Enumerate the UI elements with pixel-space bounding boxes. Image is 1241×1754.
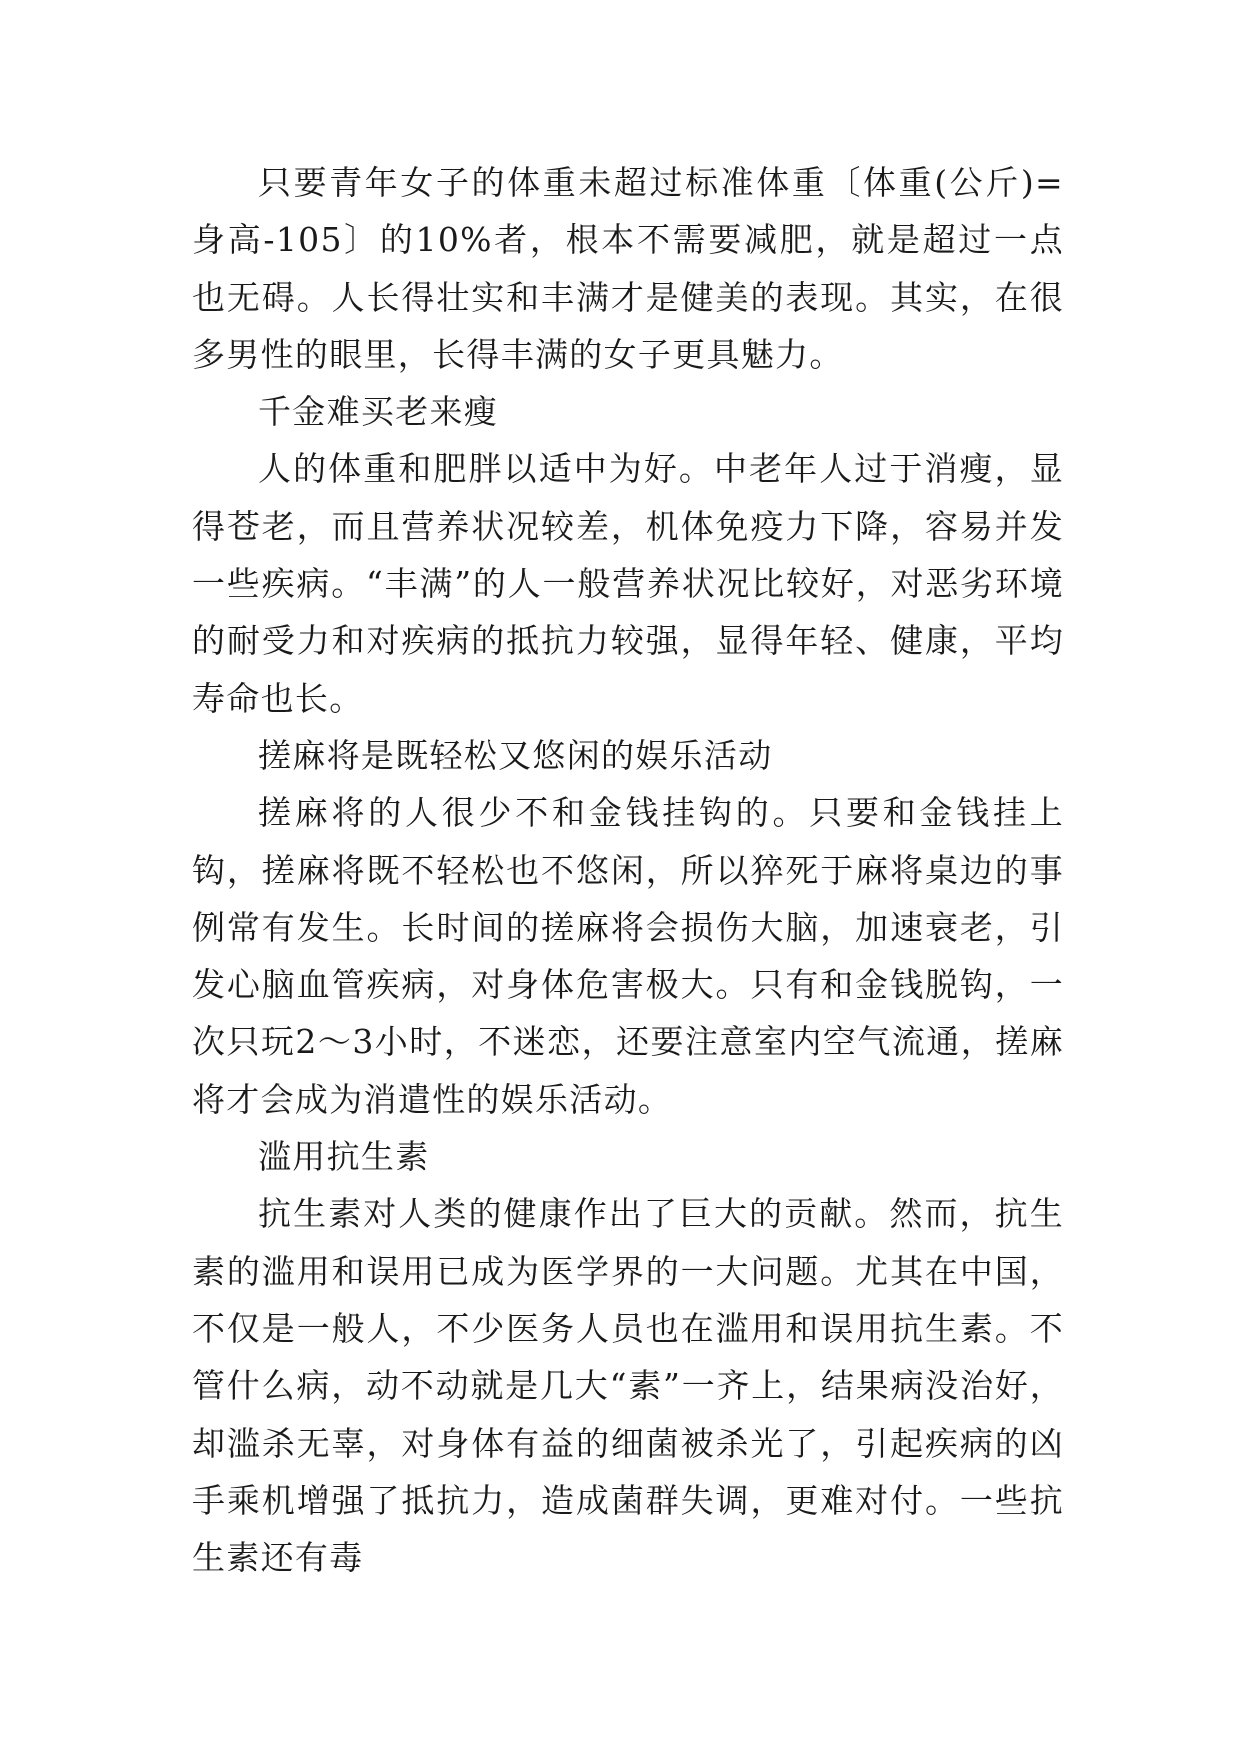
- paragraph-body: 只要青年女子的体重未超过标准体重〔体重(公斤)=身高-105〕的10%者，根本不需要减肥，就是超过一点也无碍。人长得壮实和丰满才是健美的表现。其实，在很多男性的眼里，长得丰满的女子更具魅力。: [192, 163, 1064, 374]
- paragraph-body: 搓麻将的人很少不和金钱挂钩的。只要和金钱挂上钩，搓麻将既不轻松也不悠闲，所以猝死于麻将桌边的事例常有发生。长时间的搓麻将会损伤大脑，加速衰老，引发心脑血管疾病，对身体危害极大。只有和金钱脱钩，一次只玩2～3小时，不迷恋，还要注意室内空气流通，搓麻将才会成为消遣性的娱乐活动。: [192, 793, 1064, 1119]
- paragraph-body: 抗生素对人类的健康作出了巨大的贡献。然而，抗生素的滥用和误用已成为医学界的一大问题。尤其在中国，不仅是一般人，不少医务人员也在滥用和误用抗生素。不管什么病，动不动就是几大“素”一齐上，结果病没治好，却滥杀无辜，对身体有益的细菌被杀光了，引起疾病的凶手乘机增强了抵抗力，造成菌群失调，更难对付。一些抗生素还有毒: [192, 1194, 1064, 1578]
- section-heading: 千金难买老来瘦: [258, 392, 499, 432]
- document-body: [192, 154, 1064, 1586]
- section-heading: 滥用抗生素: [258, 1137, 430, 1177]
- section-heading: 搓麻将是既轻松又悠闲的娱乐活动: [258, 735, 773, 775]
- paragraph-body: 人的体重和肥胖以适中为好。中老年人过于消瘦，显得苍老，而且营养状况较差，机体免疫力下降，容易并发一些疾病。“丰满”的人一般营养状况比较好，对恶劣环境的耐受力和对疾病的抵抗力较强，显得年轻、健康，平均寿命也长。: [192, 449, 1064, 718]
